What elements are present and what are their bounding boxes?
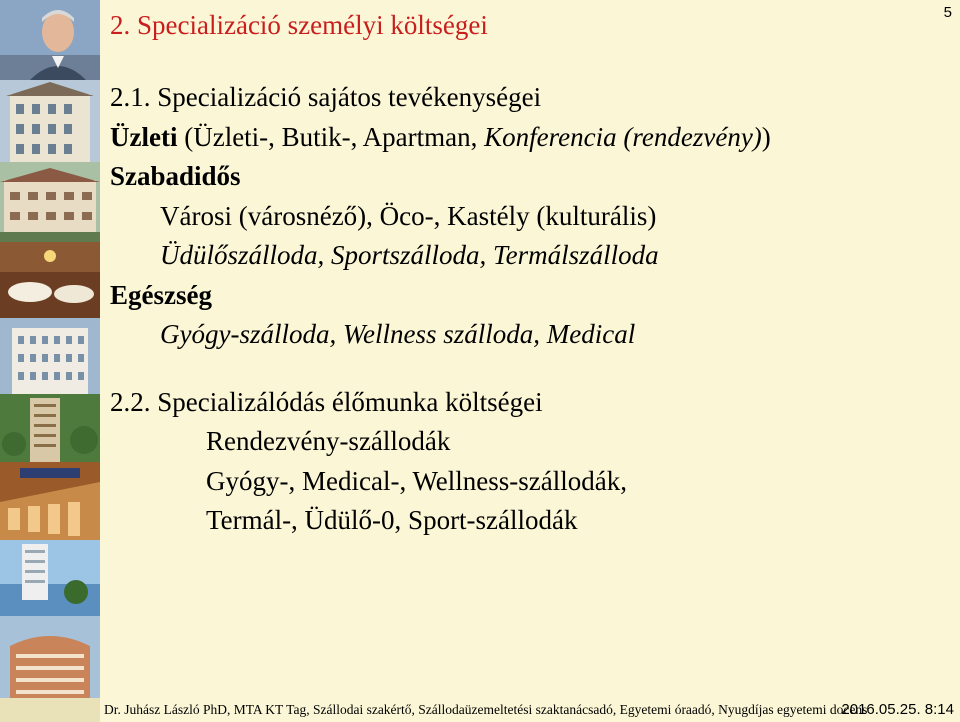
footer-datetime: 2016.05.25. 8:14: [841, 701, 954, 718]
business-list-italic: Konferencia (rendezvény): [484, 121, 762, 152]
slide-title: 2. Specializáció személyi költségei: [110, 10, 488, 40]
seaside-hotel-image: [0, 540, 100, 616]
section2-heading: 2.2. Specializálódás élőmunka költségei: [110, 386, 543, 417]
resort-tower-image: [0, 394, 100, 462]
slide-footer: [0, 698, 960, 722]
grand-hotel-image: [0, 318, 100, 394]
health-label: Egészség: [110, 279, 212, 310]
footer-author: Dr. Juhász László PhD, MTA KT Tag, Szállodai szakértő, Szállodaüzemeltetési szaktanácsadó, Egyetemi óraadó, Nyugdíjas egyetemi docens: [104, 702, 868, 717]
curved-hotel-image: [0, 616, 100, 698]
leisure-line-2: Üdülőszálloda, Sportszálloda, Termálszálloda: [160, 240, 659, 270]
novotel-hotel-image: [0, 462, 100, 540]
health-line-1: Gyógy-szálloda, Wellness szálloda, Medical: [160, 319, 636, 349]
section2-line-3: Termál-, Üdülő-0, Sport-szállodák: [206, 505, 578, 535]
slide-content: [110, 78, 950, 541]
section2-line-2: Gyógy-, Medical-, Wellness-szállodák,: [206, 465, 627, 496]
section-gap: [110, 355, 950, 383]
hotel-facade-image: [0, 80, 100, 162]
business-label: Üzleti: [110, 121, 178, 152]
photo-strip: [0, 0, 100, 722]
author-portrait-image: [0, 0, 100, 80]
page-number: 5: [943, 4, 952, 21]
leisure-line-1: Városi (városnéző), Öco-, Kastély (kulturális): [160, 200, 657, 231]
business-list-plain: (Üzleti-, Butik-, Apartman,: [177, 121, 485, 152]
business-list-close: ): [761, 121, 771, 152]
section2-line-1: Rendezvény-szállodák: [206, 426, 451, 456]
hotel-building-image: [0, 162, 100, 242]
business-line: [110, 118, 950, 158]
restaurant-interior-image: [0, 242, 100, 318]
leisure-label: Szabadidős: [110, 161, 241, 191]
section1-heading: 2.1. Specializáció sajátos tevékenységei: [110, 82, 542, 112]
